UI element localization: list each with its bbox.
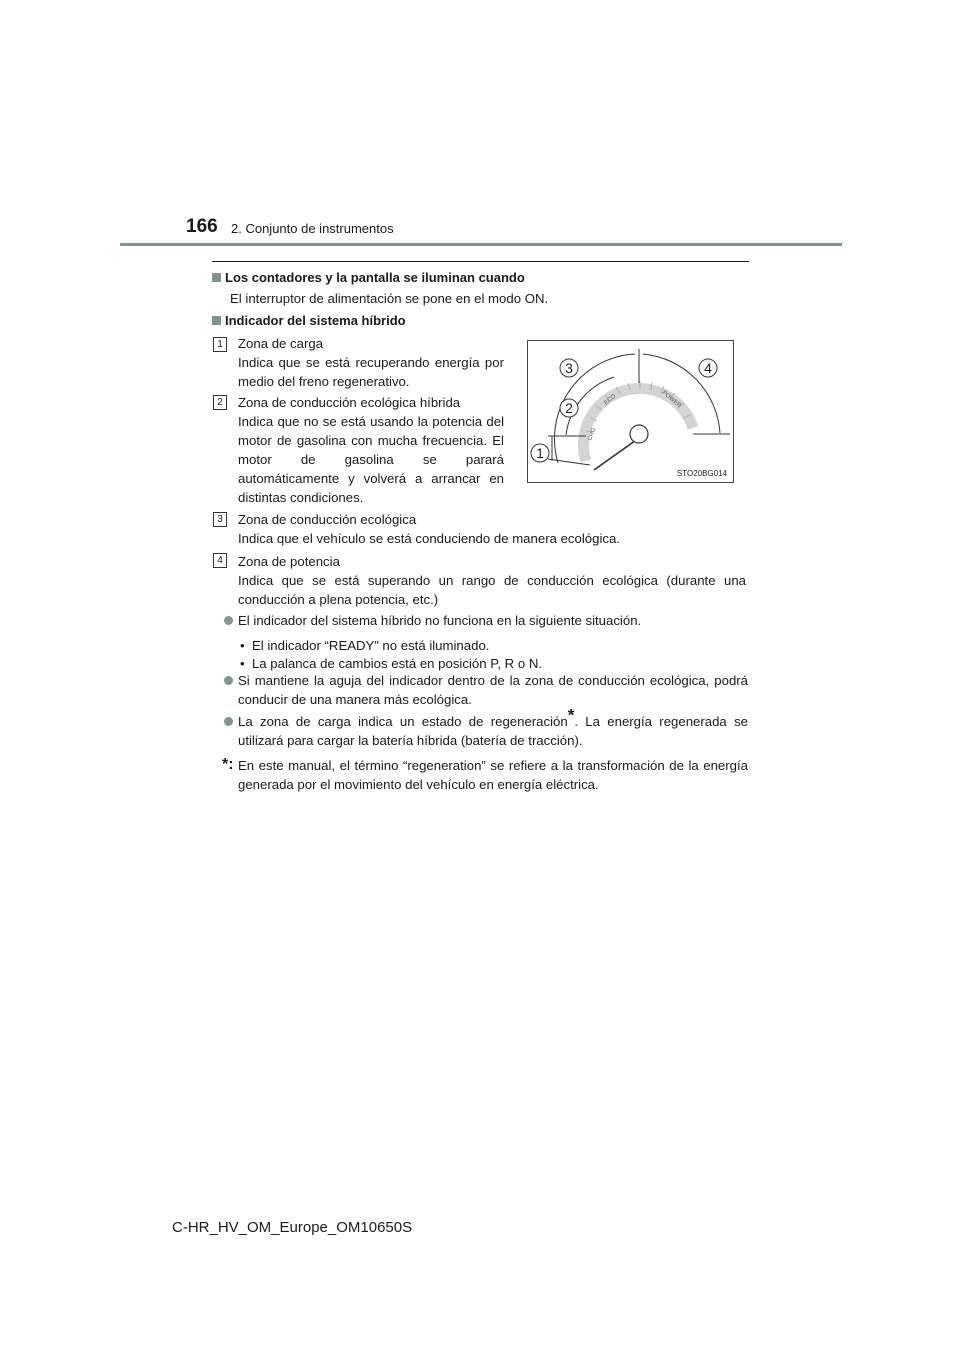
item-2-title: Zona de conducción ecológica híbrida (238, 395, 461, 410)
item-4 (238, 552, 746, 609)
item-2 (238, 393, 504, 507)
item-number-3: 3 (213, 512, 227, 527)
item-number-2: 2 (213, 395, 227, 410)
circle-bullet-icon (224, 616, 233, 625)
circle-bullet-icon (224, 717, 233, 726)
square-bullet-icon (212, 316, 221, 325)
figure-code: STO20BG014 (676, 469, 727, 478)
content-rule (212, 261, 749, 262)
item-3-desc: Indica que el vehículo se está conduciendo de manera ecológica. (238, 531, 620, 546)
note-not-working: El indicador del sistema híbrido no funciona en la siguiente situación. (238, 611, 748, 630)
footnote-text: En este manual, el término “regeneration” se refiere a la transformación de la energía generada por el movimiento del vehículo en energía eléctrica. (238, 758, 748, 792)
illumination-text: El interruptor de alimentación se pone en el modo ON. (230, 291, 549, 306)
power-label: POWER (660, 389, 682, 410)
item-3-title: Zona de conducción ecológica (238, 512, 417, 527)
sub-item-ready: • El indicador “READY” no está iluminado. (240, 638, 490, 653)
item-3 (238, 510, 748, 548)
eco-label: ECO (603, 393, 618, 407)
item-2-desc: Indica que no se está usando la potencia del motor de gasolina con mucha frecuencia. El motor de gasolina se parará automáticamente y volverá a arrancar en distintas condiciones. (238, 414, 504, 505)
square-bullet-icon (212, 273, 221, 282)
circle-bullet-icon (224, 676, 233, 685)
chg-label: CHG (587, 427, 598, 442)
note-regeneration: La zona de carga indica un estado de regeneración*. La energía regenerada se utilizará para cargar la batería híbrida (batería de tracción). (238, 712, 748, 750)
page-number: 166 (186, 216, 218, 237)
section-heading-illumination: Los contadores y la pantalla se iluminan cuando (212, 270, 525, 285)
callout-4: 4 (704, 360, 712, 376)
section-heading-hybrid-indicator: Indicador del sistema híbrido (212, 313, 406, 328)
item-1 (238, 334, 504, 391)
asterisk-mark: * (567, 705, 575, 725)
chapter-title: 2. Conjunto de instrumentos (231, 221, 394, 236)
item-1-title: Zona de carga (238, 336, 324, 351)
hybrid-gauge-diagram (528, 341, 733, 482)
header-rule (120, 243, 842, 246)
item-number-1: 1 (213, 337, 227, 352)
sub-item-shift: • La palanca de cambios está en posición P, R o N. (240, 656, 543, 671)
callout-2: 2 (565, 400, 573, 416)
footnote-mark: *: (222, 756, 234, 773)
callout-1: 1 (536, 445, 544, 461)
item-4-desc: Indica que se está superando un rango de conducción ecológica (durante una conducción a plena potencia, etc.) (238, 573, 746, 607)
document-id: C-HR_HV_OM_Europe_OM10650S (172, 1219, 413, 1236)
note-eco-driving: Si mantiene la aguja del indicador dentro de la zona de conducción ecológica, podrá conducir de una manera más ecológica. (238, 671, 748, 709)
item-number-4: 4 (213, 553, 227, 568)
needle-hub (630, 425, 648, 443)
item-4-title: Zona de potencia (238, 554, 340, 569)
item-1-desc: Indica que se está recuperando energía por medio del freno regenerativo. (238, 355, 504, 389)
hybrid-indicator-figure (527, 340, 734, 483)
callout-3: 3 (565, 360, 573, 376)
